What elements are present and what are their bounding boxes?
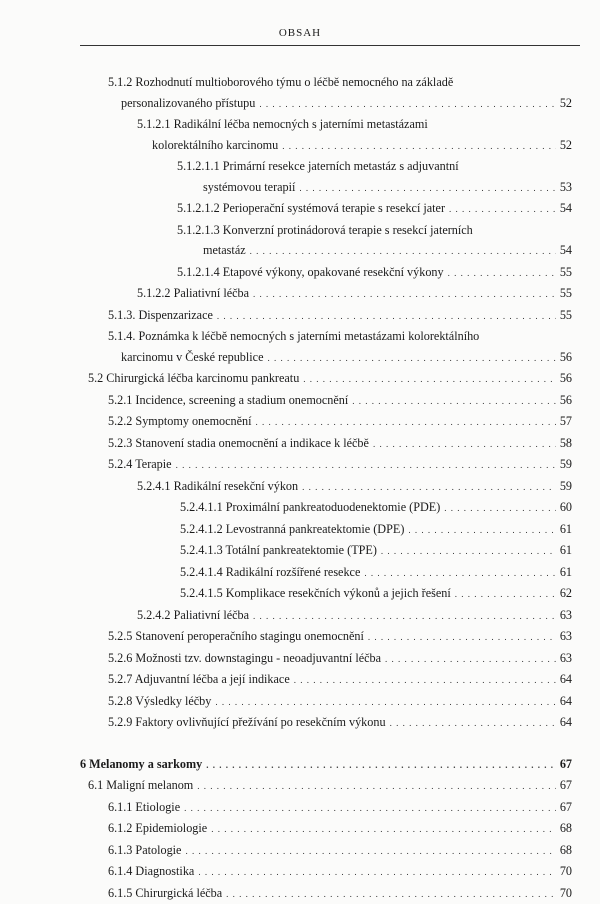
leader-dots [206,755,556,776]
toc-entry [0,775,600,797]
toc-entry [0,648,600,670]
toc-page-number: 62 [560,583,572,604]
toc-entry [0,411,600,433]
toc-entry [0,368,600,390]
toc-page-number: 67 [560,754,572,775]
toc-entry [0,305,600,327]
toc-entry [0,861,600,883]
leader-dots [256,412,556,433]
leader-dots [211,819,556,840]
toc-page-number: 63 [560,648,572,669]
toc-entry-title: 5.1.2.1.4 Etapové výkony, opakované resekční výkony [177,262,444,283]
toc-entry-title: 5.1.3. Dispenzarizace [108,305,213,326]
leader-dots [455,584,556,605]
toc-page-number: 55 [560,262,572,283]
leader-dots [253,284,556,305]
leader-dots [282,136,556,157]
toc-entry-title: metastáz [203,240,246,261]
toc-entry-title: 6.1 Maligní melanom [88,775,193,796]
leader-dots [226,884,556,904]
toc-entry-title: 5.1.2.1 Radikální léčba nemocných s jaterními metastázami [137,114,428,135]
toc-entry [0,283,600,305]
toc-page-number: 57 [560,411,572,432]
toc-entry [0,754,600,776]
toc-entry-title: 5.2.4.2 Paliativní léčba [137,605,249,626]
toc-page-number: 58 [560,433,572,454]
toc-entry-title: 5.1.2.2 Paliativní léčba [137,283,249,304]
toc-entry [0,840,600,862]
toc-entry-title: karcinomu v České republice [121,347,263,368]
leader-dots [197,776,556,797]
toc-entry [0,262,600,284]
toc-page-number: 70 [560,861,572,882]
toc-entry-title: 5.1.2.1.3 Konverzní protinádorová terapie s resekcí jaterních [177,220,473,241]
toc-entry-title: 5.2.4.1.2 Levostranná pankreatektomie (DPE) [180,519,404,540]
toc-entry [0,818,600,840]
leader-dots [448,263,556,284]
toc-page-number: 64 [560,669,572,690]
toc-entry-title: 5.1.2 Rozhodnutí multioborového týmu o léčbě nemocného na základě [108,72,453,93]
leader-dots [444,498,556,519]
leader-dots [385,649,556,670]
toc-page-number: 63 [560,605,572,626]
toc-entry-title: 5.2.2 Symptomy onemocnění [108,411,252,432]
leader-dots [250,241,556,262]
leader-dots [176,455,556,476]
toc-page-number: 55 [560,283,572,304]
toc-entry-title: 5.2.4.1.5 Komplikace resekčních výkonů a jejich řešení [180,583,451,604]
toc-page-number: 55 [560,305,572,326]
toc-entry [0,540,600,562]
table-of-contents [0,72,600,904]
leader-dots [302,477,556,498]
toc-entry [0,72,600,114]
toc-entry [0,198,600,220]
toc-entry [0,691,600,713]
leader-dots [217,306,556,327]
toc-entry-title: 5.2.4.1.4 Radikální rozšířené resekce [180,562,360,583]
toc-entry [0,797,600,819]
toc-entry-title: kolorektálního karcinomu [152,135,278,156]
toc-entry [0,562,600,584]
toc-page-number: 60 [560,497,572,518]
toc-page-number: 61 [560,562,572,583]
toc-page-number: 52 [560,135,572,156]
toc-page-number: 68 [560,818,572,839]
toc-page-number: 63 [560,626,572,647]
toc-entry [0,669,600,691]
toc-page-number: 54 [560,240,572,261]
toc-entry-title: 5.2.8 Výsledky léčby [108,691,211,712]
toc-entry-title: 5.2.4.1 Radikální resekční výkon [137,476,298,497]
leader-dots [294,670,556,691]
toc-page-number: 59 [560,454,572,475]
toc-entry-title: 5.2.4 Terapie [108,454,172,475]
toc-entry-title: 5.2.1 Incidence, screening a stadium onemocnění [108,390,348,411]
toc-entry-title: 5.2.7 Adjuvantní léčba a její indikace [108,669,290,690]
toc-page-number: 64 [560,712,572,733]
toc-page-number: 56 [560,368,572,389]
toc-entry-title: 5.2.9 Faktory ovlivňující přežívání po resekčním výkonu [108,712,386,733]
toc-page-number: 67 [560,775,572,796]
toc-entry-title: 5.1.2.1.2 Perioperační systémová terapie s resekcí jater [177,198,445,219]
toc-entry [0,476,600,498]
toc-entry-title: 6.1.3 Patologie [108,840,181,861]
leader-dots [259,94,555,115]
toc-entry [0,519,600,541]
toc-entry-title: 5.1.4. Poznámka k léčbě nemocných s jaterními metastázami kolorektálního [108,326,479,347]
leader-dots [381,541,556,562]
toc-entry [0,114,600,156]
toc-entry [0,583,600,605]
leader-dots [373,434,556,455]
leader-dots [390,713,556,734]
toc-entry [0,220,600,262]
toc-entry [0,390,600,412]
toc-page-number: 56 [560,347,572,368]
toc-entry-title: 5.2.6 Možnosti tzv. downstagingu - neoadjuvantní léčba [108,648,381,669]
toc-page-number: 68 [560,840,572,861]
toc-entry-title: 5.2.5 Stanovení peroperačního stagingu onemocnění [108,626,364,647]
header-rule [80,45,580,46]
toc-entry-title: 6.1.2 Epidemiologie [108,818,207,839]
leader-dots [368,627,556,648]
toc-page-number: 64 [560,691,572,712]
toc-page-number: 70 [560,883,572,904]
leader-dots [185,841,555,862]
toc-page-number: 52 [560,93,572,114]
toc-entry-title: 6.1.1 Etiologie [108,797,180,818]
toc-entry-title: 5.1.2.1.1 Primární resekce jaterních metastáz s adjuvantní [177,156,459,177]
toc-page-number: 67 [560,797,572,818]
toc-entry [0,626,600,648]
toc-entry-title: systémovou terapií [203,177,295,198]
leader-dots [253,606,556,627]
toc-entry [0,156,600,198]
toc-page-number: 59 [560,476,572,497]
toc-page-number: 53 [560,177,572,198]
leader-dots [408,520,555,541]
toc-entry-title: 6.1.5 Chirurgická léčba [108,883,222,904]
toc-entry-title: 5.2.4.1.3 Totální pankreatektomie (TPE) [180,540,377,561]
leader-dots [184,798,556,819]
leader-dots [215,692,555,713]
toc-entry [0,454,600,476]
leader-dots [198,862,555,883]
running-header: OBSAH [0,27,600,39]
toc-entry [0,883,600,904]
toc-entry-title: personalizovaného přístupu [121,93,255,114]
leader-dots [364,563,555,584]
toc-entry-title: 5.2.3 Stanovení stadia onemocnění a indikace k léčbě [108,433,369,454]
toc-entry [0,326,600,368]
leader-dots [449,199,556,220]
toc-page-number: 54 [560,198,572,219]
toc-entry [0,712,600,734]
toc-page-number: 61 [560,519,572,540]
leader-dots [352,391,556,412]
leader-dots [303,369,556,390]
toc-page-number: 56 [560,390,572,411]
toc-entry-title: 5.2.4.1.1 Proximální pankreatoduodenektomie (PDE) [180,497,440,518]
toc-entry-title: 6 Melanomy a sarkomy [80,754,202,775]
toc-entry-title: 5.2 Chirurgická léčba karcinomu pankreatu [88,368,299,389]
leader-dots [299,178,555,199]
toc-entry [0,605,600,627]
toc-entry-title: 6.1.4 Diagnostika [108,861,194,882]
toc-page-number: 61 [560,540,572,561]
leader-dots [267,348,555,369]
toc-entry [0,433,600,455]
toc-entry [0,497,600,519]
